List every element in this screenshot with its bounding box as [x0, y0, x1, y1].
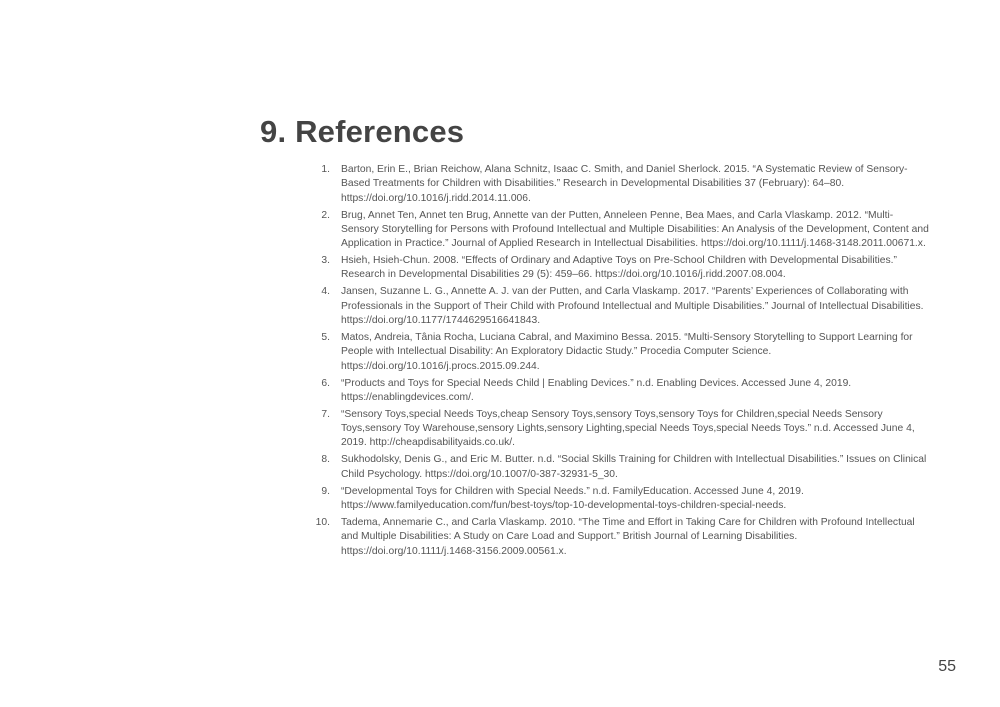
reference-number: 2.: [321, 209, 330, 221]
reference-item: [300, 485, 930, 514]
page-number: 55: [938, 658, 956, 675]
reference-text: Hsieh, Hsieh-Chun. 2008. “Effects of Ordinary and Adaptive Toys on Pre-School Children with Developmental Disabilities.” Research in Developmental Disabilities 29 (5): 459–66. https://doi.org/10.1016/j.ridd.2007.08.004.: [341, 255, 897, 281]
reference-item: [300, 331, 930, 374]
reference-text: “Sensory Toys,special Needs Toys,cheap Sensory Toys,sensory Toys,sensory Toys for Children,special Needs Sensory Toys,sensory Toy Warehouse,sensory Lights,sensory Lighting,special Needs Toys,special Needs Toys.” n.d. Accessed June 4, 2019. http://cheapdisabilityaids.co.uk/.: [341, 408, 915, 449]
reference-text: Barton, Erin E., Brian Reichow, Alana Schnitz, Isaac C. Smith, and Daniel Sherlock. 2015. “A Systematic Review of Sensory-Based Treatments for Children with Disabilities.” Research in Developmental Disabilities 37 (February): 64–80. https://doi.org/10.1016/j.ridd.2014.11.006.: [341, 164, 908, 204]
reference-text: “Products and Toys for Special Needs Child | Enabling Devices.” n.d. Enabling Devices. Accessed June 4, 2019. https://enablingdevices.com/.: [341, 377, 852, 403]
reference-item: [300, 453, 930, 482]
reference-item: [300, 377, 930, 406]
reference-number: 10.: [315, 517, 330, 529]
reference-text: “Developmental Toys for Children with Special Needs.” n.d. FamilyEducation. Accessed June 4, 2019. https://www.familyeducation.com/fun/best-toys/top-10-developmental-toys-children-special-needs.: [341, 485, 804, 512]
reference-number: 3.: [321, 255, 330, 267]
reference-item: [300, 285, 930, 328]
reference-number: 8.: [321, 454, 330, 466]
reference-text: Jansen, Suzanne L. G., Annette A. J. van der Putten, and Carla Vlaskamp. 2017. “Parents’ Experiences of Collaborating with Professionals in the Support of Their Child with Profound Intellectual and Multiple Disabilities.” Journal of Intellectual Disabilities. https://doi.org/10.1177/1744629516641843.: [341, 286, 924, 327]
reference-number: 6.: [321, 377, 330, 389]
reference-item: [300, 516, 930, 559]
reference-number: 1.: [321, 164, 330, 175]
page-title: 9. References: [260, 114, 465, 149]
reference-number: 5.: [321, 332, 330, 344]
reference-text: Tadema, Annemarie C., and Carla Vlaskamp. 2010. “The Time and Effort in Taking Care for Children with Profound Intellectual and Multiple Disabilities: A Study on Care Load and Support.” British Journal of Learning Disabilities. https://doi.org/10.1111/j.1468-3156.2009.00561.x.: [341, 517, 915, 557]
reference-text: Matos, Andreia, Tânia Rocha, Luciana Cabral, and Maximino Bessa. 2015. “Multi-Sensory Storytelling to Support Learning for People with Intellectual Disability: An Exploratory Didactic Study.” Procedia Computer Science. https://doi.org/10.1016/j.procs.2015.09.244.: [341, 332, 913, 372]
reference-number: 4.: [321, 286, 330, 298]
reference-item: [300, 209, 930, 252]
reference-list: [300, 163, 930, 562]
reference-item: [300, 254, 930, 283]
reference-text: Sukhodolsky, Denis G., and Eric M. Butter. n.d. “Social Skills Training for Children with Intellectual Disabilities.” Issues on Clinical Child Psychology. https://doi.org/10.1007/0-387-32931-5_30.: [341, 454, 927, 480]
reference-text: Brug, Annet Ten, Annet ten Brug, Annette van der Putten, Anneleen Penne, Bea Maes, and Carla Vlaskamp. 2012. “Multi-Sensory Storytelling for Persons with Profound Intellectual and Multiple Disabilities: An Analysis of the Development, Content and Application in Practice.” Journal of Applied Research in Intellectual Disabilities. https://doi.org/10.1111/j.1468-3148.2011.00671.x.: [341, 209, 929, 250]
reference-item: [300, 408, 930, 451]
reference-number: 9.: [321, 485, 330, 497]
reference-number: 7.: [321, 408, 330, 420]
reference-item: [300, 163, 930, 206]
